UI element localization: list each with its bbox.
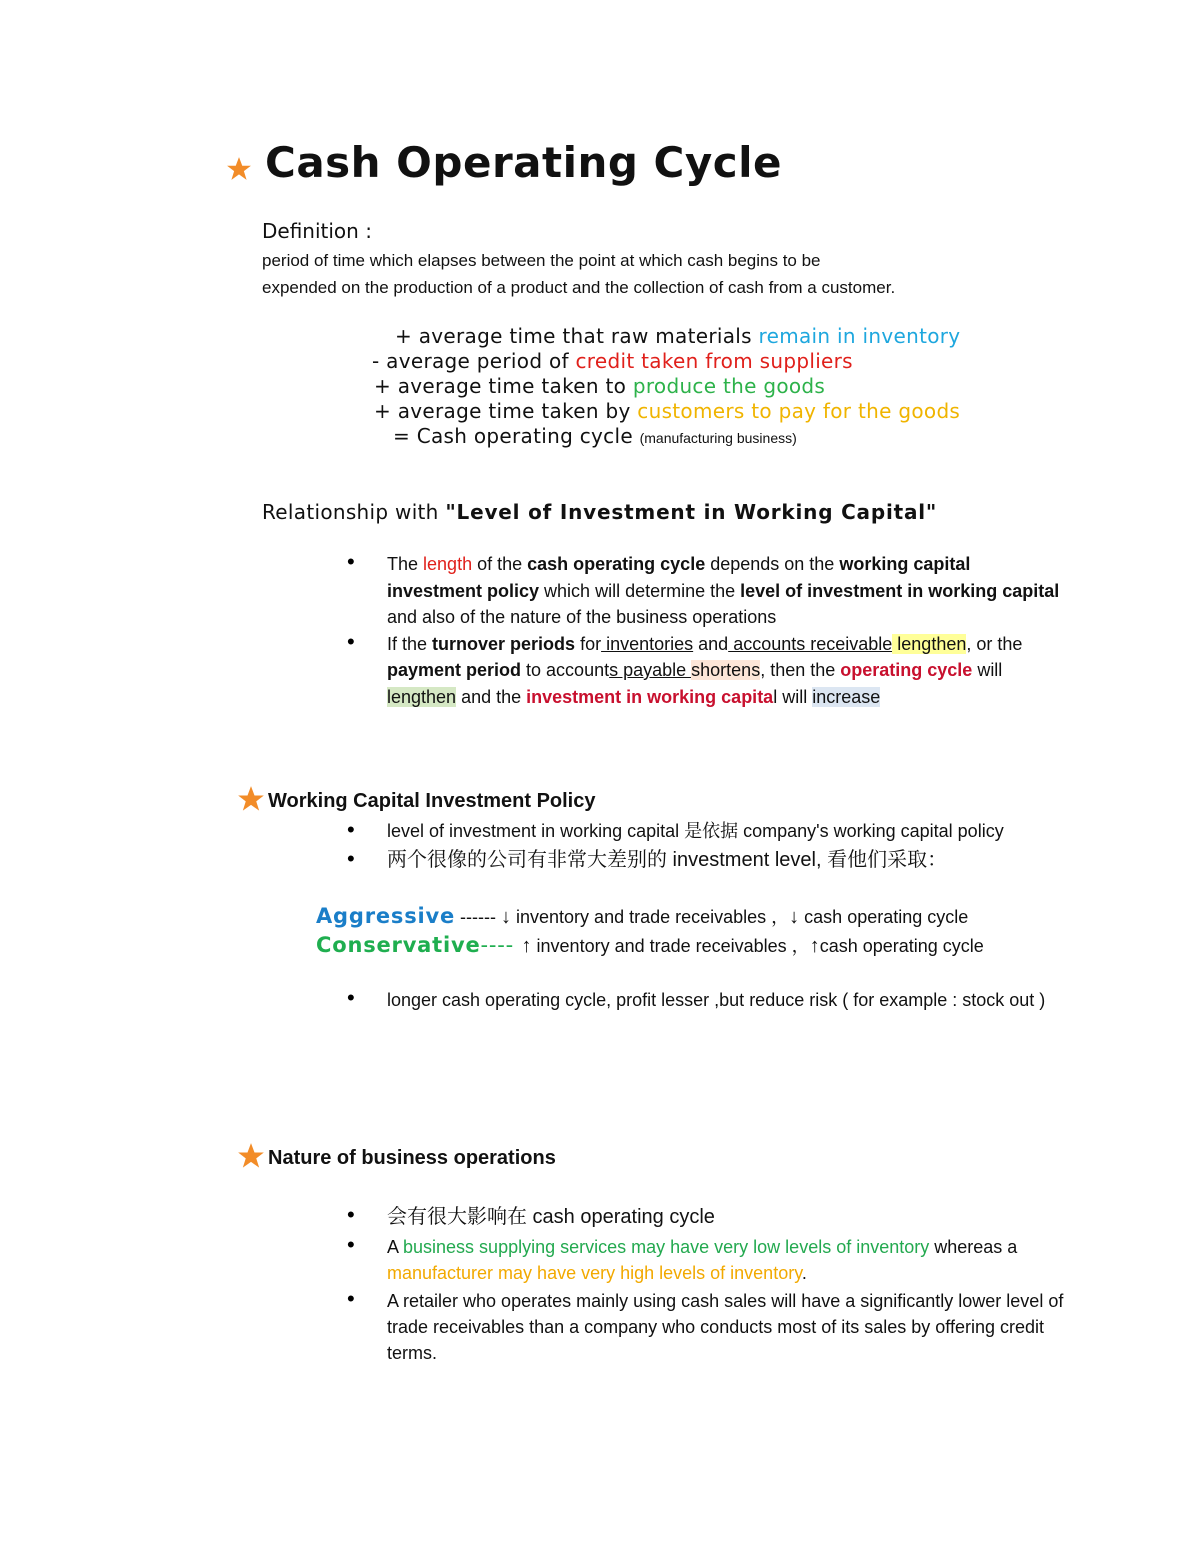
list-item: • longer cash operating cycle, profit lesser ,but reduce risk ( for example : stock out ) — [387, 987, 1047, 1013]
policy-list-2 — [387, 987, 1047, 1013]
star-icon — [237, 785, 265, 813]
list-item: • A business supplying services may have very low levels of inventory whereas a manufacturer may have very high levels of inventory. — [387, 1234, 1077, 1286]
formula-line-2: - average period of credit taken from suppliers — [372, 349, 853, 373]
nature-heading: Nature of business operations — [268, 1147, 556, 1169]
formula-line-3: + average time taken to produce the goods — [374, 374, 826, 398]
list-item: • A retailer who operates mainly using cash sales will have a significantly lower level of trade receivables than a company who conducts most of its sales by offering credit terms. — [387, 1288, 1077, 1366]
definition-text — [262, 247, 1062, 301]
star-icon — [237, 1142, 265, 1170]
definition-label: Definition : — [262, 219, 372, 243]
list-item: • The length of the cash operating cycle depends on the working capital investment policy which will determine the level of investment in working capital and also of the nature of the business operations — [387, 551, 1067, 631]
aggressive-row: Aggressive ------ ↓ inventory and trade receivables ，↓ cash operating cycle — [316, 904, 969, 928]
policy-list — [387, 818, 1067, 874]
star-icon — [226, 156, 252, 182]
formula-line-5: = Cash operating cycle (manufacturing business) — [393, 424, 797, 448]
list-item: • 两个很像的公司有非常大差别的 investment level, 看他们采取： — [387, 847, 1067, 874]
relationship-heading: Relationship with "Level of Investment in Working Capital" — [262, 500, 938, 524]
definition-line-1: period of time which elapses between the point at which cash begins to be — [262, 251, 821, 270]
relationship-list — [387, 551, 1067, 710]
definition-line-2: expended on the production of a product and the collection of cash from a customer. — [262, 278, 896, 297]
formula-line-4: + average time taken by customers to pay for the goods — [374, 399, 961, 423]
formula-line-1: + average time that raw materials remain in inventory — [395, 324, 961, 348]
list-item: • 会有很大影响在 cash operating cycle — [387, 1204, 1077, 1230]
nature-list — [387, 1204, 1077, 1366]
list-item: • If the turnover periods for inventories and accounts receivable lengthen, or the payment period to accounts payable shortens, then the operating cycle will lengthen and the investment in working capital will increase — [387, 631, 1067, 711]
conservative-row: Conservative---- ↑ inventory and trade receivables ，↑cash operating cycle — [316, 933, 984, 957]
list-item: • level of investment in working capital 是依据 company's working capital policy — [387, 818, 1067, 845]
policy-heading: Working Capital Investment Policy — [268, 790, 596, 812]
page-title: Cash Operating Cycle — [265, 138, 783, 187]
